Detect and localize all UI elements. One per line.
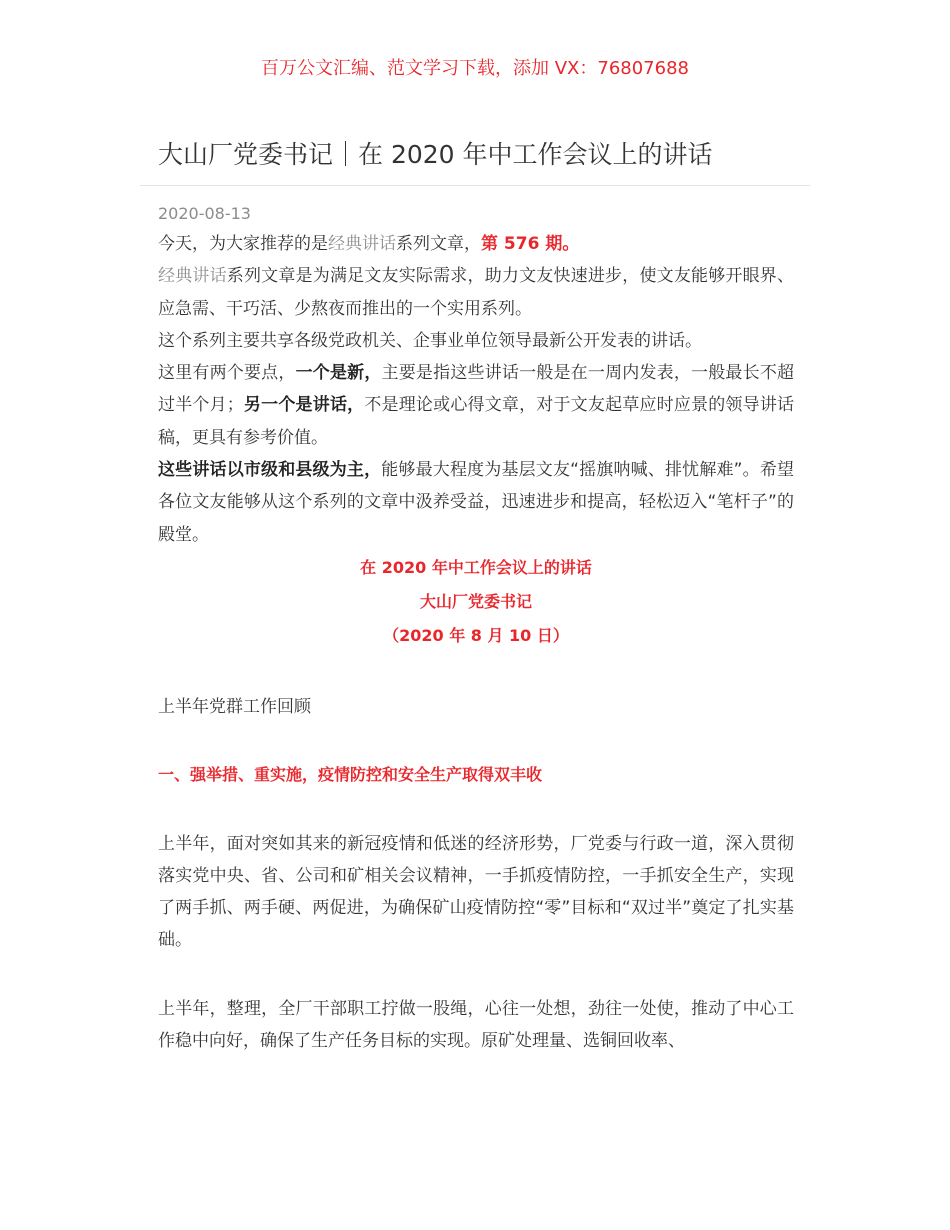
intro-text: 系列文章， bbox=[396, 234, 481, 254]
body-paragraph: 上半年，面对突如其来的新冠疫情和低迷的经济形势，厂党委与行政一道，深入贯彻落实党中央、省、公司和矿相关会议精神，一手抓疫情防控，一手抓安全生产，实现了两手抓、两手硬、两促进，为确保矿山疫情防控“零”目标和“双过半”奠定了扎实基础。 bbox=[158, 833, 794, 951]
body-paragraph: 上半年，整理，全厂干部职工拧做一股绳，心往一处想，劲往一处使，推动了中心工作稳中向好，确保了生产任务目标的实现。原矿处理量、选铜回收率、 bbox=[158, 998, 794, 1052]
speech-heading-date: （2020 年 8 月 10 日） bbox=[383, 625, 569, 645]
key-point-new: 一个是新， bbox=[295, 363, 382, 384]
series-description-text: 系列文章是为满足文友实际需求，助力文友快速进步，使文友能够开眼界、应急需、干巧活、少熬夜而推出的一个实用系列。 bbox=[158, 266, 795, 319]
focus-paragraph bbox=[158, 454, 794, 551]
series-description bbox=[158, 260, 794, 325]
speech-heading-speaker: 大山厂党委书记 bbox=[419, 591, 532, 611]
key-points-text: 主要是指这些讲话一般是在一周内发表，一般最长不超过半个月； bbox=[158, 363, 795, 416]
series-scope: 这个系列主要共享各级党政机关、企事业单位领导最新公开发表的讲话。 bbox=[158, 330, 702, 351]
key-point-speech: 另一个是讲话， bbox=[243, 395, 365, 416]
series-name: 经典讲话 bbox=[328, 234, 396, 254]
intro-text: 今天，为大家推荐的是 bbox=[158, 234, 328, 254]
intro-paragraph bbox=[158, 228, 794, 260]
key-points-text: 不是理论或心得文章，对于文友起草应时应景的领导讲话稿，更具有参考价值。 bbox=[158, 395, 795, 448]
speech-heading-title: 在 2020 年中工作会议上的讲话 bbox=[360, 557, 592, 577]
issue-number: 第 576 期。 bbox=[481, 234, 580, 254]
series-name: 经典讲话 bbox=[158, 266, 227, 287]
article-title: 大山厂党委书记｜在 2020 年中工作会议上的讲话 bbox=[158, 140, 713, 169]
focus-bold: 这些讲话以市级和县级为主， bbox=[158, 460, 382, 481]
key-points bbox=[158, 357, 794, 454]
article-body bbox=[158, 228, 794, 1057]
focus-text: 能够最大程度为基层文友“摇旗呐喊、排忧解难”。希望各位文友能够从这个系列的文章中汲养受益，迅速进步和提高，轻松迈入“笔杆子”的殿堂。 bbox=[158, 460, 794, 545]
section-label: 上半年党群工作回顾 bbox=[158, 696, 311, 717]
title-divider bbox=[140, 185, 810, 186]
section-heading: 一、强举措、重实施，疫情防控和安全生产取得双丰收 bbox=[158, 765, 543, 785]
publish-date: 2020-08-13 bbox=[158, 204, 251, 223]
promo-banner: 百万公文汇编、范文学习下载，添加 VX：76807688 bbox=[261, 58, 689, 79]
key-points-text: 这里有两个要点， bbox=[158, 363, 296, 384]
